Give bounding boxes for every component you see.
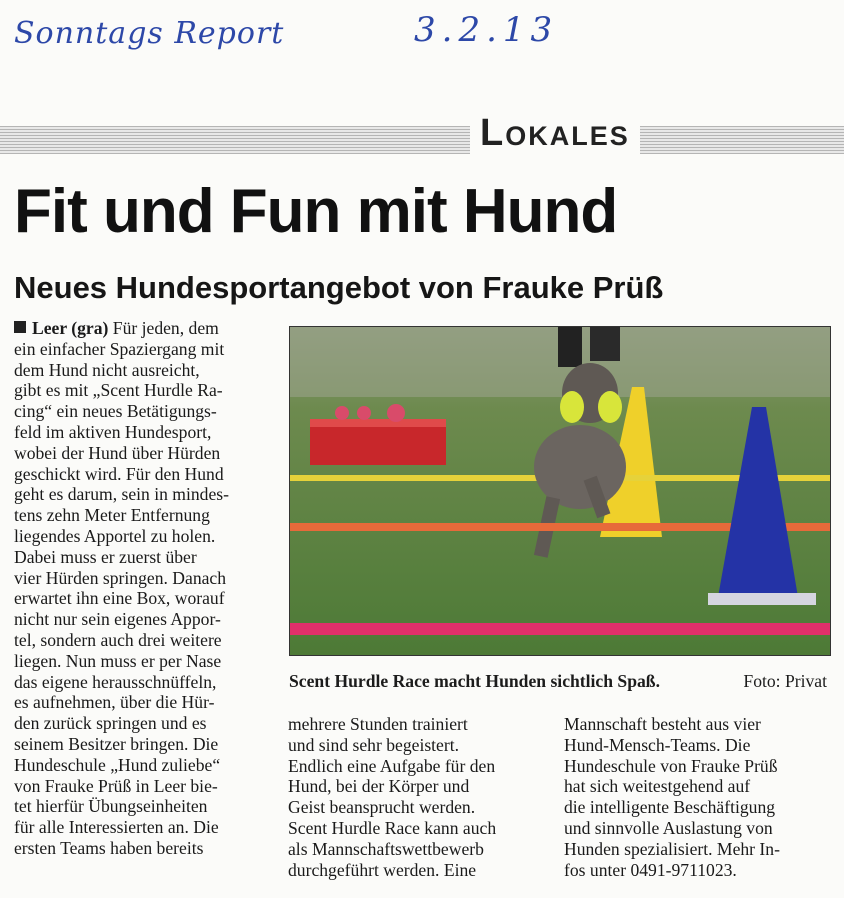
text-line: tel, sondern auch drei weitere xyxy=(14,629,222,650)
text-line: und sind sehr begeistert. xyxy=(288,734,460,755)
text-line: mehrere Stunden trainiert xyxy=(288,714,468,734)
text-line: Hund, bei der Körper und xyxy=(288,776,470,797)
text-line: dem Hund nicht ausreicht, xyxy=(14,359,200,380)
text-line: Hundeschule von Frauke Prüß xyxy=(564,755,778,776)
handwritten-source: Sonntags Report xyxy=(14,16,285,51)
headline: Fit und Fun mit Hund xyxy=(14,177,618,246)
photo-caption xyxy=(289,670,833,692)
article-column-1 xyxy=(14,318,276,859)
text-line: die intelligente Beschäftigung xyxy=(564,797,776,818)
dateline-line xyxy=(14,318,276,339)
text-line: seinem Besitzer bringen. Die xyxy=(14,733,219,754)
text-line: Hund-Mensch-Teams. Die xyxy=(564,734,751,755)
text-line: wobei der Hund über Hürden xyxy=(14,442,221,463)
article-photo xyxy=(289,326,831,656)
caption-text: Scent Hurdle Race macht Hunden sichtlich Spaß. xyxy=(289,671,660,691)
text-line: vier Hürden springen. Danach xyxy=(14,567,227,588)
article-column-2 xyxy=(288,714,550,880)
text-line: Endlich eine Aufgabe für den xyxy=(288,755,496,776)
square-bullet-icon xyxy=(14,321,26,333)
text-line: fos unter 0491-9711023. xyxy=(564,859,737,880)
text-line: liegen. Nun muss er per Nase xyxy=(14,650,222,671)
handwritten-date: 3.2.13 xyxy=(414,10,559,50)
text-line: gibt es mit „Scent Hurdle Ra- xyxy=(14,380,223,401)
text-line: geschickt wird. Für den Hund xyxy=(14,463,224,484)
text-line: Hundeschule „Hund zuliebe“ xyxy=(14,754,221,775)
text-line: Geist beansprucht werden. xyxy=(288,797,476,818)
text-line: geht es darum, sein in mindes- xyxy=(14,484,229,505)
text-line: Mannschaft besteht aus vier xyxy=(564,714,761,734)
text-line: tet hierfür Übungseinheiten xyxy=(14,796,208,817)
handwritten-note xyxy=(14,10,614,60)
text-line: für alle Interessierten an. Die xyxy=(14,817,219,838)
text-line: Für jeden, dem xyxy=(112,318,219,338)
article-column-3 xyxy=(564,714,832,880)
section-rule xyxy=(0,126,844,154)
text-line: das eigene herausschnüffeln, xyxy=(14,671,217,692)
text-line: den zurück springen und es xyxy=(14,713,207,734)
text-line: Hunden spezialisiert. Mehr In- xyxy=(564,838,780,859)
text-line: von Frauke Prüß in Leer bie- xyxy=(14,775,218,796)
text-line: nicht nur sein eigenes Appor- xyxy=(14,609,221,630)
text-line: Dabei muss er zuerst über xyxy=(14,546,197,567)
text-line: cing“ ein neues Betätigungs- xyxy=(14,401,217,422)
dateline: Leer (gra) xyxy=(32,318,109,338)
text-line: hat sich weitestgehend auf xyxy=(564,776,751,797)
text-line: ein einfacher Spaziergang mit xyxy=(14,338,225,359)
text-line: ersten Teams haben bereits xyxy=(14,837,204,858)
text-line: tens zehn Meter Entfernung xyxy=(14,505,210,526)
text-line: als Mannschaftswettbewerb xyxy=(288,838,484,859)
text-line: Scent Hurdle Race kann auch xyxy=(288,817,497,838)
text-line: liegendes Apportel zu holen. xyxy=(14,525,216,546)
text-line: erwartet ihn eine Box, worauf xyxy=(14,588,225,609)
text-line: feld im aktiven Hundesport, xyxy=(14,421,212,442)
dog-jumping-hurdle-image xyxy=(290,327,830,655)
subheadline: Neues Hundesportangebot von Frauke Prüß xyxy=(14,270,664,305)
section-label: Lokales xyxy=(470,112,640,155)
photo-credit: Foto: Privat xyxy=(743,671,827,691)
text-line: durchgeführt werden. Eine xyxy=(288,859,477,880)
text-line: es aufnehmen, über die Hür- xyxy=(14,692,215,713)
text-line: und sinnvolle Auslastung von xyxy=(564,817,773,838)
